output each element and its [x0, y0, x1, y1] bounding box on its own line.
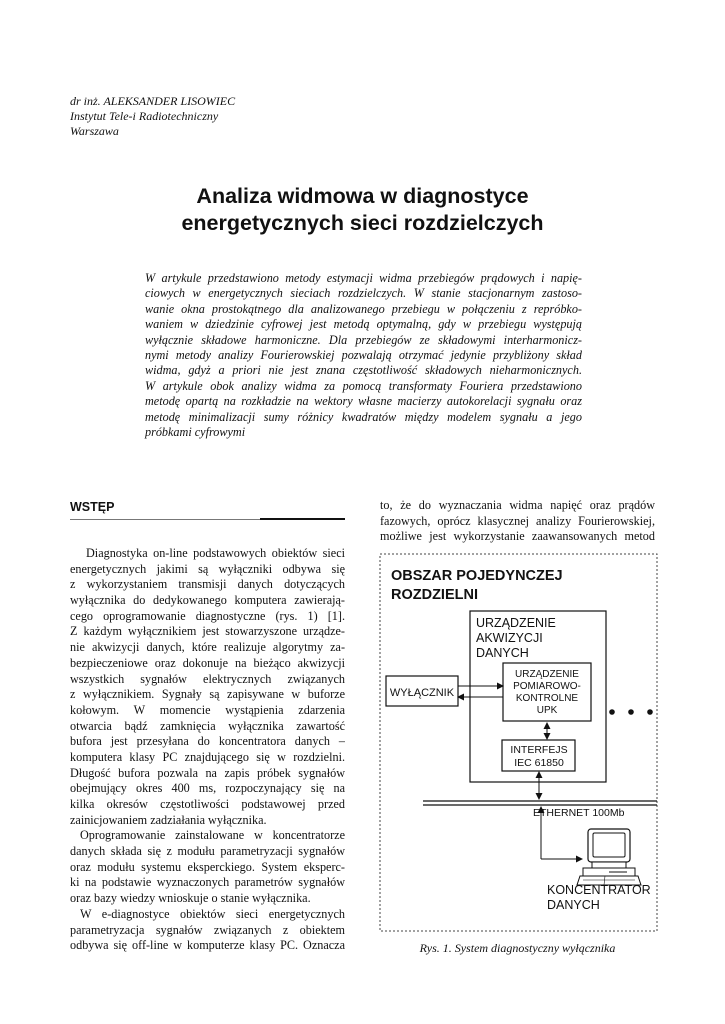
abstract-line: próbkami cyfrowymi [145, 424, 246, 439]
paper-title [0, 183, 725, 237]
area-title-line-2: ROZDZIELNI [391, 587, 478, 603]
abstract-line: ciowych w energetycznych sieciach rozdzielczych. W stanie stacjonarnym zastoso- [145, 286, 582, 301]
abstract [145, 271, 582, 440]
body-line: Z każdym wyłącznikiem jest stowarzyszone urządze- [70, 624, 345, 639]
section-heading: WSTĘP [70, 500, 115, 514]
body-line: wszystkich sygnałów elektrycznych związanych [70, 671, 345, 686]
acq-label-line-3: DANYCH [476, 646, 529, 660]
body-line: danych składa się z modułu parametryzacji sygnałów [70, 844, 345, 859]
more-dot [647, 709, 653, 715]
body-line: bufora jest przesyłana do koncentratora danych – [70, 734, 345, 749]
body-line: komputera klasy PC znajdującego się w rozdzielni. [70, 749, 345, 764]
abstract-line: widma, gdyż a priori nie jest znana częstotliwość składowych nieharmonicznych. [145, 363, 582, 378]
author-city: Warszawa [70, 124, 119, 138]
abstract-line: nymi metody analizy Fourierowskiej pozwalają otrzymać jedynie przybliżony skład [145, 347, 582, 362]
abstract-line: metodę opartą na rozkładzie na wektory własne macierzy autokorelacji sygnału oraz [145, 394, 582, 409]
body-line: bezpieczeniowe oraz dokonuje na bieżąco akwizycji [70, 655, 345, 670]
body-line: oraz modułu systemu eksperckiego. System eksperc- [70, 859, 345, 874]
heading-rule-accent [260, 518, 345, 520]
upk-label-line-2: POMIAROWO- [513, 681, 581, 692]
computer-icon [577, 829, 641, 885]
body-line: Diagnostyka on-line podstawowych obiektów sieci [86, 546, 345, 560]
more-dot [628, 709, 634, 715]
abstract-line: W artykule obok analizy widma za pomocą transformaty Fouriera przedstawiono [145, 378, 582, 393]
upk-label-line-3: KONTROLNE [515, 693, 579, 704]
upk-label-line-1: URZĄDZENIE [515, 669, 579, 680]
body-line: wyłącznika do dedykowanego komputera zawierają- [70, 593, 345, 608]
author-block [70, 94, 235, 139]
author-name: dr inż. ALEKSANDER LISOWIEC [70, 94, 236, 108]
concentrator-label-line-2: DANYCH [547, 898, 600, 912]
body-line: kilka okresów częstotliwości podstawowej przed [70, 797, 345, 811]
breaker-label: WYŁĄCZNIK [389, 687, 455, 699]
abstract-line: wyłącznie składowe harmoniczne. Dla przebiegów ze składowymi interharmonicz- [145, 332, 582, 347]
body-line: parametryzacja sygnałów związanych z obiektem [70, 922, 345, 937]
concentrator-label-line-1: KONCENTRATOR [547, 883, 651, 897]
body-line: otwarcia bądź zamknięcia wyłącznika zawartość [70, 718, 345, 733]
body-line: obejmujący okres 400 ms, rozpoczynający się na [70, 781, 345, 796]
upk-label-line-4: UPK [536, 705, 558, 716]
body-line: kołowym. W momencie wystąpienia zdarzenia [70, 702, 345, 717]
title-line: energetycznych sieci rozdzielczych [181, 211, 544, 235]
body-line: Długość bufora pozwala na zapis próbek sygnałów [70, 765, 345, 780]
acq-label-line-2: AKWIZYCJI [476, 631, 543, 645]
body-line: możliwe jest wykorzystanie zaawansowanych metod [380, 529, 655, 544]
interface-label-line-1: INTERFEJS [510, 744, 568, 756]
body-line: W e-diagnostyce obiektów sieci energetycznych [80, 906, 345, 921]
more-dot [609, 709, 615, 715]
acq-label-line-1: URZĄDZENIE [476, 616, 556, 630]
abstract-line: wanie okna prostokątnego dla analizowanego przebiegu w połączeniu z repróbko- [145, 301, 582, 316]
body-line: cego oprogramowanie diagnostyczne (rys. 1) [1]. [70, 608, 345, 623]
left-column [70, 546, 345, 954]
area-title-line-1: OBSZAR POJEDYNCZEJ [391, 568, 563, 584]
body-line: ki na podstawie wyznaczonych parametrów sygnałów [70, 875, 345, 890]
body-line: zainicjowaniem zadziałania wyłącznika. [70, 812, 267, 827]
abstract-line: waniem w dziedzinie cyfrowej jest metodą optymalną, gdy w przebiegu występują [145, 317, 582, 332]
figure-caption: Rys. 1. System diagnostyczny wyłącznika [419, 941, 616, 955]
body-line: Oprogramowanie zainstalowane w koncentratorze [80, 828, 345, 843]
abstract-line: W artykule przedstawiono metody estymacji widma przebiegów prądowych i napię- [145, 271, 582, 285]
ethernet-label: ETHERNET 100Mb [533, 807, 625, 819]
author-institute: Instytut Tele-i Radiotechniczny [70, 109, 219, 123]
title-line: Analiza widmowa w diagnostyce [196, 184, 529, 208]
figure-diagram [379, 553, 659, 933]
body-line: to, że do wyznaczania widma napięć oraz prądów [380, 498, 655, 512]
body-line: fazowych, oprócz klasycznej analizy Fourierowskiej, [380, 513, 655, 528]
abstract-line: metodę minimalizacji sumy różnicy kwadratów między modelem sygnału a jego [145, 409, 582, 424]
body-line: odbywa się off-line w komputerze klasy PC. Oznacza [70, 938, 345, 953]
body-line: oraz bazy wiedzy wnioskuje o stanie wyłącznika. [70, 891, 311, 906]
body-line: nie akwizycji danych, które realizuje algorytmy za- [70, 640, 345, 655]
body-line: z wyłącznikiem. Sygnały są zapisywane w buforze [70, 687, 345, 702]
right-column [380, 498, 655, 545]
interface-label-line-2: IEC 61850 [514, 757, 564, 769]
body-line: energetycznych jakimi są wyłączniki odbywa się [70, 561, 345, 576]
body-line: z wykorzystaniem transmisji danych dotyczących [70, 577, 345, 592]
